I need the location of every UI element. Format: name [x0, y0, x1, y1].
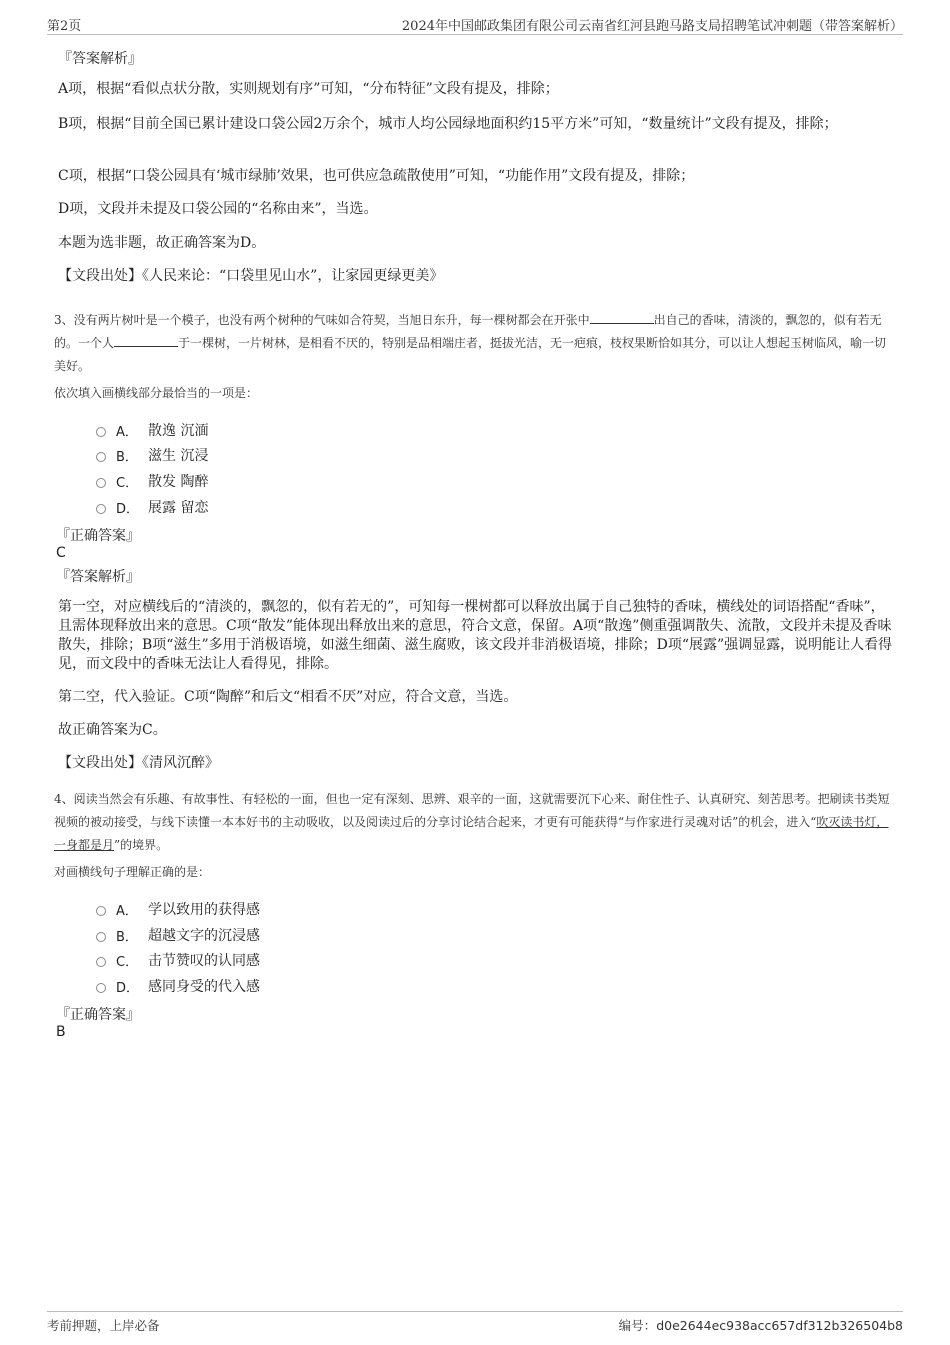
answer-tag: 『正确答案』	[56, 528, 140, 544]
analysis-paragraph-1: 第一空，对应横线后的“清淡的，飘忽的，似有若无的”，可知每一棵树都可以释放出属于自己独特的香味，横线处的词语搭配“香味”，且需体现释放出来的意思。C项“散发”能体现出释放出来的意思，符合文意，保留。A项“散逸”侧重强调散失、流散，文段并未提及香味散失，排除；B项“滋生”多用于消极语境，如滋生细菌、滋生腐败，该文段并非消极语境，排除；D项“展露”强调显露，说明能让人看得见，而文段中的香味无法让人看得见，排除。	[58, 599, 893, 672]
analysis-option-a: A项，根据“看似点状分散，实则规划有序”可知，“分布特征”文段有提及，排除；	[58, 81, 559, 97]
q3-option-d[interactable]: D． 展露 留恋	[96, 497, 208, 517]
source-note: 【文段出处】《人民来论：“口袋里见山水”，让家园更绿更美》	[58, 268, 444, 284]
analysis-tag: 『答案解析』	[58, 51, 142, 67]
blank-line	[590, 311, 654, 324]
analysis-option-c: C项，根据“口袋公园具有‘城市绿肺’效果，也可供应急疏散使用”可知，“功能作用”文段有提及，排除；	[58, 168, 695, 184]
radio-icon[interactable]	[96, 983, 106, 993]
radio-icon[interactable]	[96, 427, 106, 437]
radio-icon[interactable]	[96, 452, 106, 462]
analysis-option-d: D项，文段并未提及口袋公园的“名称由来”，当选。	[58, 201, 378, 217]
analysis-conclusion: 故正确答案为C。	[58, 722, 167, 738]
answer-tag: 『正确答案』	[56, 1007, 140, 1023]
page-number: 第2页	[47, 19, 82, 34]
question-4-text: 4、阅读当然会有乐趣、有故事性、有轻松的一面，但也一定有深刻、思辨、艰辛的一面，这就需要沉下心来、耐住性子、认真研究、刻苦思考。把刷读书类短视频的被动接受，与线下读懂一本本好书的主动吸收，以及阅读过后的分享讨论结合起来，才更有可能获得“与作家进行灵魂对话”的机会，进入“吹灭读书灯，一身都是月”的境界。	[54, 792, 890, 852]
analysis-tag: 『答案解析』	[56, 569, 140, 585]
q4-option-a[interactable]: A． 学以致用的获得感	[96, 899, 260, 919]
blank-line	[114, 334, 178, 347]
radio-icon[interactable]	[96, 504, 106, 514]
question-3-prompt: 依次填入画横线部分最恰当的一项是：	[54, 386, 259, 400]
q4-option-d[interactable]: D． 感同身受的代入感	[96, 976, 260, 996]
q4-option-b[interactable]: B． 超越文字的沉浸感	[96, 925, 260, 945]
question-4-prompt: 对画横线句子理解正确的是：	[54, 865, 211, 879]
analysis-paragraph-2: 第二空，代入验证。C项“陶醉”和后文“相看不厌”对应，符合文意，当选。	[58, 689, 518, 705]
analysis-conclusion: 本题为选非题，故正确答案为D。	[58, 235, 266, 251]
source-note: 【文段出处】《清风沉醉》	[58, 755, 219, 771]
q3-option-b[interactable]: B． 滋生 沉浸	[96, 445, 208, 465]
q3-option-c[interactable]: C． 散发 陶醉	[96, 471, 208, 491]
page-footer	[47, 1311, 903, 1336]
q3-option-a[interactable]: A． 散逸 沉湎	[96, 420, 208, 440]
q4-option-c[interactable]: C． 击节赞叹的认同感	[96, 950, 260, 970]
correct-answer: C	[56, 545, 66, 561]
page-header	[47, 14, 903, 35]
document-code: 编号：d0e2644ec938acc657df312b326504b8	[618, 1318, 903, 1333]
document-title: 2024年中国邮政集团有限公司云南省红河县跑马路支局招聘笔试冲刺题（带答案解析）	[401, 19, 903, 34]
radio-icon[interactable]	[96, 957, 106, 967]
analysis-option-b: B项，根据“目前全国已累计建设口袋公园2万余个，城市人均公园绿地面积约15平方米”可知，“数量统计”文段有提及，排除；	[58, 116, 838, 132]
radio-icon[interactable]	[96, 906, 106, 916]
question-3-text: 3、没有两片树叶是一个模子，也没有两个树种的气味如合符契，当旭日东升，每一棵树都会在开张中 出自己的香味，清淡的，飘忽的，似有若无的。一个人 于一棵树，一片树林，是相看不厌的，特别是品相端庄者，挺拔光洁，无一疤痕，枝杈果断恰如其分，可以让人想起玉树临风，喻一切美好。	[54, 313, 887, 373]
radio-icon[interactable]	[96, 478, 106, 488]
underlined-sentence: 吹灭读书灯，一身都是月	[54, 815, 889, 852]
correct-answer: B	[56, 1024, 66, 1040]
footer-slogan: 考前押题，上岸必备	[47, 1318, 160, 1333]
radio-icon[interactable]	[96, 932, 106, 942]
